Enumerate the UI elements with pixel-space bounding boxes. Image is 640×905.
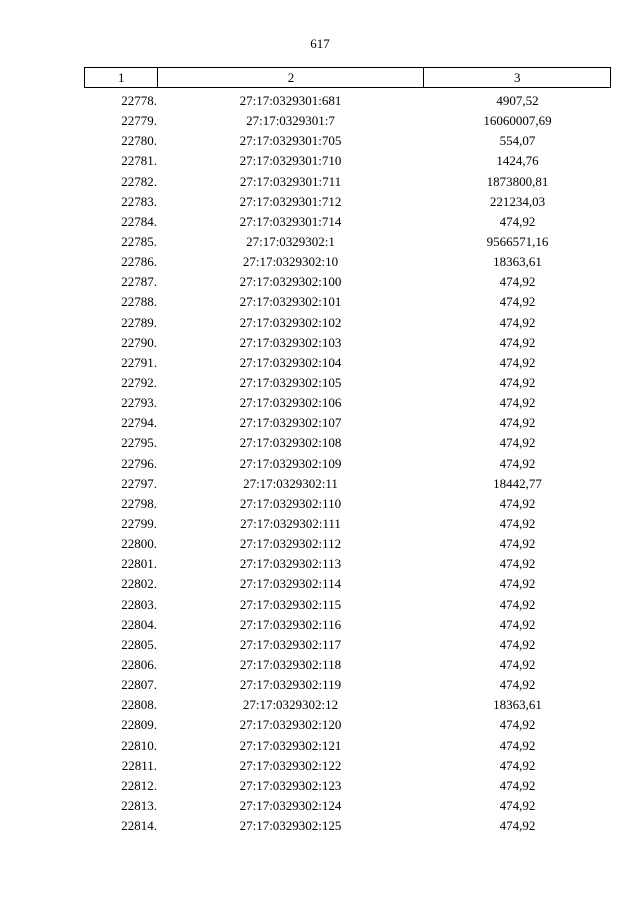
table-row [84, 111, 611, 131]
table-row [84, 695, 611, 715]
cadastral-number: 27:17:0329302:12 [242, 697, 339, 713]
row-number: 22797. [121, 475, 157, 491]
table-body [84, 91, 611, 836]
cadastral-value: 18363,61 [493, 697, 542, 713]
cadastral-value: 474,92 [499, 334, 536, 350]
column-header-1: 1 [85, 68, 158, 88]
row-number: 22794. [121, 415, 157, 431]
table-row [84, 554, 611, 574]
table-row [84, 91, 611, 111]
row-number: 22791. [121, 354, 157, 370]
table-row [84, 131, 611, 151]
row-number: 22793. [121, 395, 157, 411]
cadastral-number: 27:17:0329302:101 [239, 294, 342, 310]
table-row [84, 192, 611, 212]
cadastral-value: 474,92 [499, 757, 536, 773]
page-number: 617 [310, 36, 330, 51]
cadastral-value: 18363,61 [493, 254, 542, 270]
row-number: 22788. [121, 294, 157, 310]
row-number: 22807. [121, 677, 157, 693]
table-row [84, 595, 611, 615]
cadastral-value: 474,92 [499, 213, 536, 229]
row-number: 22811. [121, 757, 157, 773]
table-row [84, 514, 611, 534]
cadastral-value: 474,92 [499, 616, 536, 632]
table-row [84, 232, 611, 252]
cadastral-value: 474,92 [499, 677, 536, 693]
cadastral-number: 27:17:0329302:105 [239, 374, 342, 390]
cadastral-value: 474,92 [499, 374, 536, 390]
row-number: 22812. [121, 777, 157, 793]
row-number: 22804. [121, 616, 157, 632]
cadastral-value: 1424,76 [496, 153, 539, 169]
table-row [84, 151, 611, 171]
cadastral-number: 27:17:0329302:107 [239, 415, 342, 431]
table-row [84, 353, 611, 373]
cadastral-number: 27:17:0329301:714 [239, 213, 342, 229]
cadastral-number: 27:17:0329302:1 [246, 233, 335, 249]
cadastral-value: 474,92 [499, 515, 536, 531]
row-number: 22814. [121, 818, 157, 834]
row-number: 22786. [121, 254, 157, 270]
table-row [84, 212, 611, 232]
cadastral-value: 474,92 [499, 636, 536, 652]
cadastral-value: 221234,03 [489, 193, 546, 209]
cadastral-number: 27:17:0329302:109 [239, 455, 342, 471]
table-row [84, 615, 611, 635]
table-row [84, 816, 611, 836]
row-number: 22796. [121, 455, 157, 471]
row-number: 22782. [121, 173, 157, 189]
row-number: 22789. [121, 314, 157, 330]
cadastral-number: 27:17:0329302:114 [239, 576, 342, 592]
cadastral-number: 27:17:0329302:108 [239, 435, 342, 451]
cadastral-value: 474,92 [499, 777, 536, 793]
row-number: 22790. [121, 334, 157, 350]
cadastral-number: 27:17:0329302:122 [239, 757, 342, 773]
table-row [84, 635, 611, 655]
cadastral-value: 474,92 [499, 314, 536, 330]
cadastral-number: 27:17:0329301:711 [239, 173, 342, 189]
table-row [84, 494, 611, 514]
cadastral-value: 18442,77 [493, 475, 542, 491]
row-number: 22801. [121, 556, 157, 572]
row-number: 22783. [121, 193, 157, 209]
table-row [84, 252, 611, 272]
row-number: 22785. [121, 233, 157, 249]
cadastral-number: 27:17:0329302:117 [239, 636, 342, 652]
cadastral-number: 27:17:0329302:113 [239, 556, 342, 572]
table-row [84, 534, 611, 554]
row-number: 22799. [121, 515, 157, 531]
row-number: 22784. [121, 213, 157, 229]
cadastral-value: 474,92 [499, 596, 536, 612]
table-row [84, 272, 611, 292]
cadastral-number: 27:17:0329302:106 [239, 395, 342, 411]
cadastral-number: 27:17:0329301:705 [239, 133, 342, 149]
row-number: 22792. [121, 374, 157, 390]
cadastral-value: 474,92 [499, 294, 536, 310]
row-number: 22806. [121, 656, 157, 672]
cadastral-number: 27:17:0329301:681 [239, 93, 342, 108]
row-number: 22803. [121, 596, 157, 612]
cadastral-number: 27:17:0329302:116 [239, 616, 342, 632]
row-number: 22805. [121, 636, 157, 652]
table-row [84, 292, 611, 312]
cadastral-value: 474,92 [499, 656, 536, 672]
table-row [84, 433, 611, 453]
cadastral-value: 474,92 [499, 536, 536, 552]
row-number: 22808. [121, 697, 157, 713]
cadastral-number: 27:17:0329302:102 [239, 314, 342, 330]
cadastral-number: 27:17:0329302:125 [239, 818, 342, 834]
table-row [84, 756, 611, 776]
row-number: 22778. [121, 93, 157, 108]
cadastral-value: 474,92 [499, 797, 536, 813]
column-header-2: 2 [158, 68, 424, 88]
cadastral-number: 27:17:0329302:124 [239, 797, 342, 813]
cadastral-number: 27:17:0329302:11 [243, 475, 338, 491]
cadastral-value: 474,92 [499, 495, 536, 511]
row-number: 22810. [121, 737, 157, 753]
table-row [84, 796, 611, 816]
table-row [84, 413, 611, 433]
cadastral-number: 27:17:0329302:112 [239, 536, 342, 552]
cadastral-number: 27:17:0329302:111 [240, 515, 341, 531]
cadastral-number: 27:17:0329302:110 [239, 495, 342, 511]
cadastral-value: 474,92 [499, 455, 536, 471]
row-number: 22779. [121, 113, 157, 129]
cadastral-value: 474,92 [499, 415, 536, 431]
table-row [84, 675, 611, 695]
cadastral-value: 4907,52 [496, 93, 539, 108]
cadastral-number: 27:17:0329301:710 [239, 153, 342, 169]
table-row [84, 333, 611, 353]
cadastral-value: 474,92 [499, 274, 536, 290]
table-row [84, 776, 611, 796]
row-number: 22795. [121, 435, 157, 451]
cadastral-number: 27:17:0329302:121 [239, 737, 342, 753]
cadastral-value: 1873800,81 [486, 173, 549, 189]
table-row [84, 172, 611, 192]
table-row [84, 655, 611, 675]
cadastral-number: 27:17:0329301:7 [246, 113, 335, 129]
table-row [84, 454, 611, 474]
table-row [84, 574, 611, 594]
cadastral-number: 27:17:0329302:118 [239, 656, 342, 672]
cadastral-value: 554,07 [499, 133, 536, 149]
row-number: 22781. [121, 153, 157, 169]
cadastral-value: 474,92 [499, 395, 536, 411]
cadastral-number: 27:17:0329302:120 [239, 717, 342, 733]
cadastral-number: 27:17:0329302:119 [239, 677, 342, 693]
cadastral-value: 474,92 [499, 818, 536, 834]
cadastral-value: 474,92 [499, 556, 536, 572]
row-number: 22787. [121, 274, 157, 290]
cadastral-number: 27:17:0329302:123 [239, 777, 342, 793]
cadastral-value: 9566571,16 [486, 233, 549, 249]
cadastral-value: 474,92 [499, 354, 536, 370]
row-number: 22798. [121, 495, 157, 511]
cadastral-value: 16060007,69 [483, 113, 552, 129]
table-row [84, 373, 611, 393]
row-number: 22809. [121, 717, 157, 733]
row-number: 22780. [121, 133, 157, 149]
table-row [84, 474, 611, 494]
cadastral-number: 27:17:0329302:100 [239, 274, 342, 290]
table-row [84, 715, 611, 735]
column-header-3: 3 [424, 68, 611, 88]
row-number: 22800. [121, 536, 157, 552]
row-number: 22813. [121, 797, 157, 813]
cadastral-value: 474,92 [499, 576, 536, 592]
cadastral-value: 474,92 [499, 717, 536, 733]
table-header [84, 67, 611, 88]
cadastral-number: 27:17:0329302:115 [239, 596, 342, 612]
cadastral-number: 27:17:0329302:10 [242, 254, 339, 270]
table-row [84, 313, 611, 333]
cadastral-number: 27:17:0329301:712 [239, 193, 342, 209]
cadastral-number: 27:17:0329302:104 [239, 354, 342, 370]
table-row [84, 393, 611, 413]
row-number: 22802. [121, 576, 157, 592]
cadastral-value: 474,92 [499, 435, 536, 451]
cadastral-number: 27:17:0329302:103 [239, 334, 342, 350]
table-row [84, 736, 611, 756]
cadastral-value: 474,92 [499, 737, 536, 753]
